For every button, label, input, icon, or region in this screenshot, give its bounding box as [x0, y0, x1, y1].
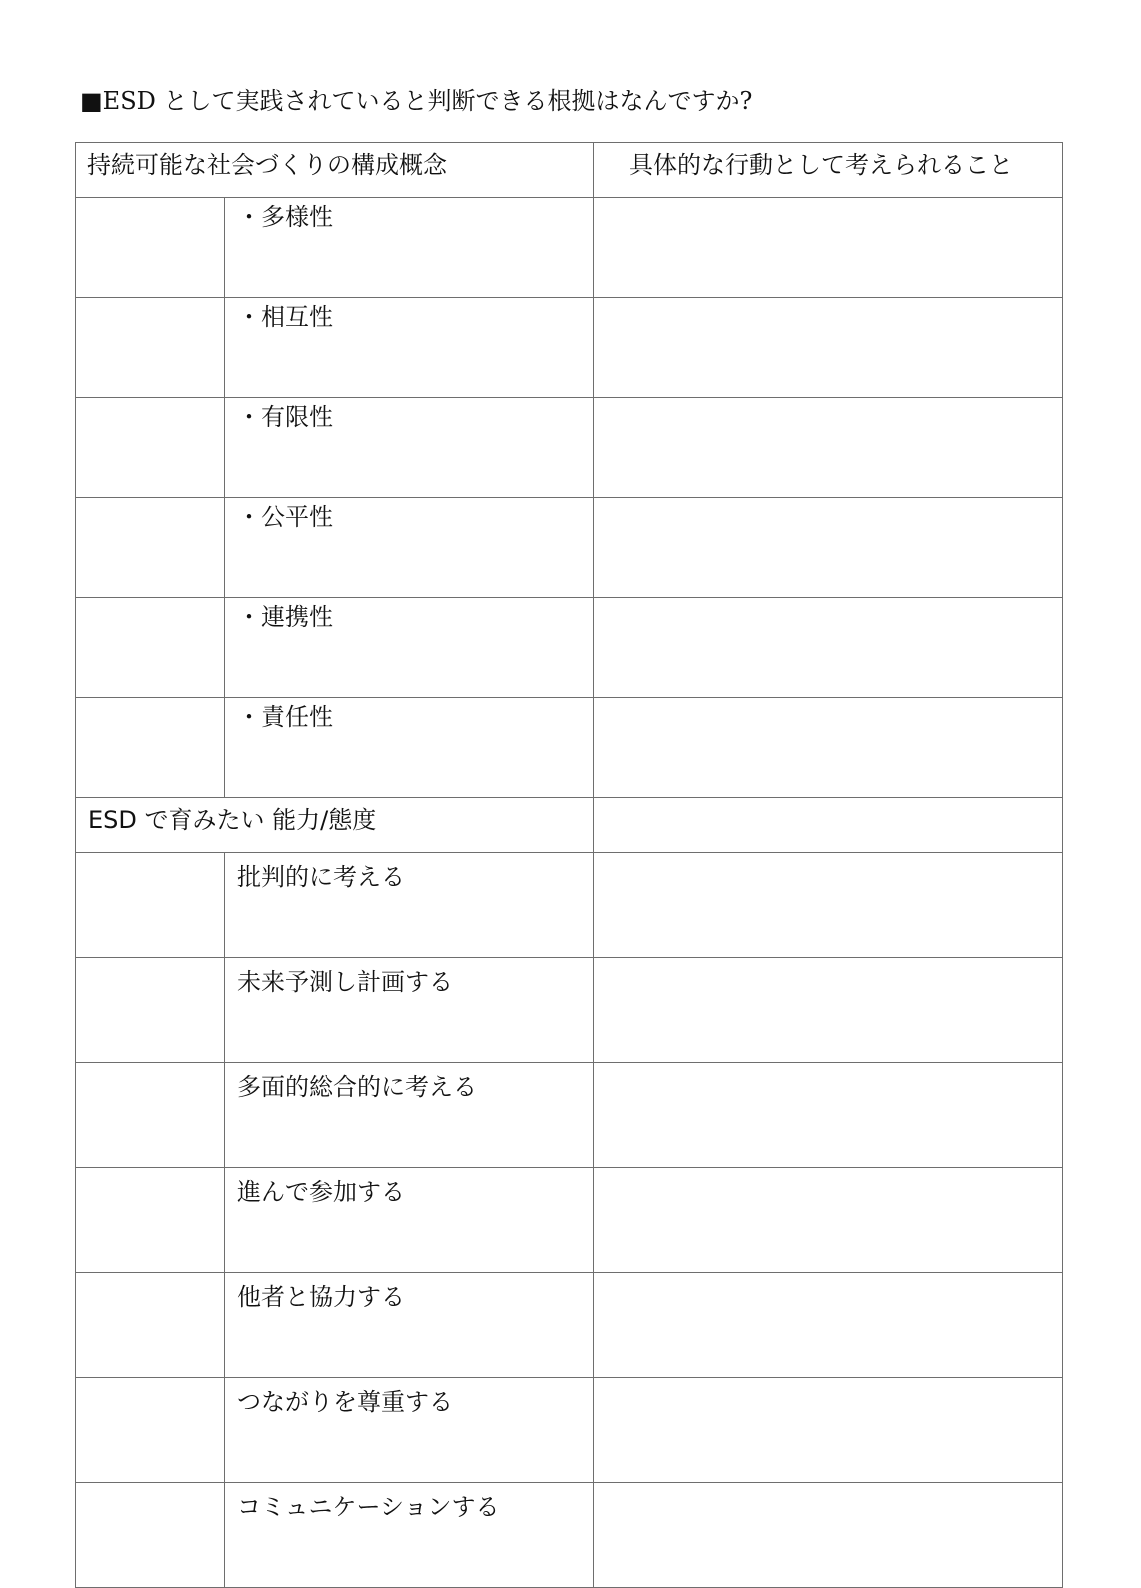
ability-label: コミュニケーションする — [225, 1483, 594, 1588]
ability-row — [76, 1273, 1063, 1378]
row-blank-cell[interactable] — [76, 1378, 225, 1483]
header-row — [76, 143, 1063, 198]
row-blank-cell[interactable] — [76, 1063, 225, 1168]
concepts-header: 持続可能な社会づくりの構成概念 — [76, 143, 594, 198]
concept-label: ・責任性 — [225, 698, 594, 798]
abilities-section-row — [76, 798, 1063, 853]
ability-row — [76, 958, 1063, 1063]
abilities-header-blank — [594, 798, 1063, 853]
ability-label: 批判的に考える — [225, 853, 594, 958]
row-blank-cell[interactable] — [76, 958, 225, 1063]
action-answer-cell[interactable] — [594, 1483, 1063, 1588]
ability-label: 未来予測し計画する — [225, 958, 594, 1063]
concept-label: ・多様性 — [225, 198, 594, 298]
concept-row — [76, 298, 1063, 398]
concept-row — [76, 598, 1063, 698]
concept-row — [76, 698, 1063, 798]
concept-label: ・有限性 — [225, 398, 594, 498]
row-blank-cell[interactable] — [76, 498, 225, 598]
ability-label: つながりを尊重する — [225, 1378, 594, 1483]
concept-row — [76, 498, 1063, 598]
action-answer-cell[interactable] — [594, 198, 1063, 298]
action-answer-cell[interactable] — [594, 498, 1063, 598]
action-answer-cell[interactable] — [594, 1063, 1063, 1168]
actions-header: 具体的な行動として考えられること — [594, 143, 1063, 198]
row-blank-cell[interactable] — [76, 198, 225, 298]
row-blank-cell[interactable] — [76, 1483, 225, 1588]
row-blank-cell[interactable] — [76, 1168, 225, 1273]
ability-row — [76, 1483, 1063, 1588]
concept-row — [76, 398, 1063, 498]
row-blank-cell[interactable] — [76, 298, 225, 398]
concept-label: ・公平性 — [225, 498, 594, 598]
abilities-header: ESD で育みたい 能力/態度 — [76, 798, 594, 853]
action-answer-cell[interactable] — [594, 958, 1063, 1063]
action-answer-cell[interactable] — [594, 1168, 1063, 1273]
worksheet-table — [75, 142, 1063, 1588]
ability-row — [76, 1063, 1063, 1168]
row-blank-cell[interactable] — [76, 698, 225, 798]
action-answer-cell[interactable] — [594, 1378, 1063, 1483]
worksheet-question: ■ESD として実践されていると判断できる根拠はなんですか? — [80, 87, 753, 115]
action-answer-cell[interactable] — [594, 1273, 1063, 1378]
concept-row — [76, 198, 1063, 298]
ability-row — [76, 1378, 1063, 1483]
action-answer-cell[interactable] — [594, 698, 1063, 798]
ability-label: 他者と協力する — [225, 1273, 594, 1378]
row-blank-cell[interactable] — [76, 398, 225, 498]
concept-label: ・相互性 — [225, 298, 594, 398]
ability-label: 多面的総合的に考える — [225, 1063, 594, 1168]
concept-label: ・連携性 — [225, 598, 594, 698]
action-answer-cell[interactable] — [594, 398, 1063, 498]
row-blank-cell[interactable] — [76, 853, 225, 958]
action-answer-cell[interactable] — [594, 298, 1063, 398]
ability-label: 進んで参加する — [225, 1168, 594, 1273]
ability-row — [76, 1168, 1063, 1273]
row-blank-cell[interactable] — [76, 598, 225, 698]
ability-row — [76, 853, 1063, 958]
action-answer-cell[interactable] — [594, 598, 1063, 698]
action-answer-cell[interactable] — [594, 853, 1063, 958]
row-blank-cell[interactable] — [76, 1273, 225, 1378]
